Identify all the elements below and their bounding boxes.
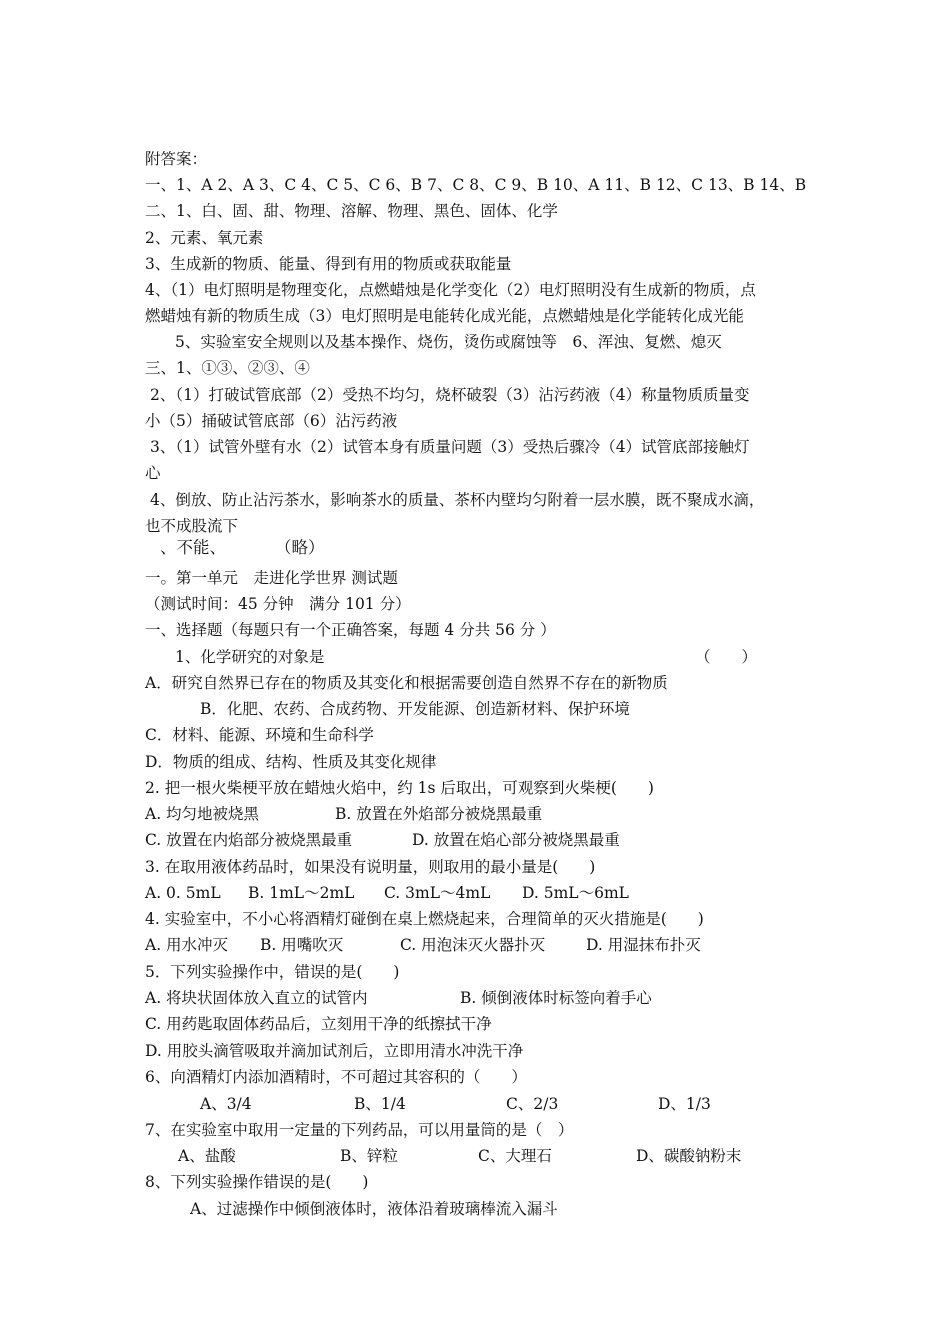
q3-option-a: A. 0. 5mL — [145, 884, 221, 902]
q2-option-b: B. 放置在外焰部分被烧黑最重 — [335, 805, 543, 823]
q3-stem: 3. 在取用液体药品时，如果没有说明量，则取用的最小量是( ) — [145, 858, 596, 876]
q3-option-c: C. 3mL～4mL — [384, 884, 491, 902]
answers-line-15a: 、不能、 — [160, 538, 226, 557]
q1-stem: 1、化学研究的对象是 — [175, 648, 325, 666]
answers-line-6: 燃蜡烛有新的物质生成（3）电灯照明是电能转化成光能，点燃蜡烛是化学能转化成光能 — [145, 307, 744, 325]
q3-option-b: B. 1mL～2mL — [248, 884, 355, 902]
answers-line-12: 心 — [145, 464, 161, 482]
answers-line-15b: （略） — [275, 538, 325, 557]
q1-option-c: C．材料、能源、环境和生命科学 — [145, 726, 374, 744]
answers-line-14: 也不成股流下 — [145, 517, 239, 535]
q2-option-d: D. 放置在焰心部分被烧黑最重 — [412, 831, 620, 849]
test-meta: （测试时间：45 分钟 满分 101 分） — [145, 595, 411, 613]
q4-option-b: B. 用嘴吹灭 — [260, 936, 344, 954]
section-1-heading: 一、选择题（每题只有一个正确答案，每题 4 分共 56 分 ） — [145, 621, 556, 639]
answers-line-11: 3、（1）试管外壁有水（2）试管本身有质量问题（3）受热后骤冷（4）试管底部接触灯 — [150, 438, 750, 456]
q4-option-a: A. 用水冲灭 — [145, 936, 229, 954]
q7-option-b: B、锌粒 — [340, 1147, 398, 1165]
answers-heading: 附答案： — [145, 150, 208, 168]
q8-option-a: A、过滤操作中倾倒液体时，液体沿着玻璃棒流入漏斗 — [190, 1200, 558, 1218]
q2-stem: 2. 把一根火柴梗平放在蜡烛火焰中，约 1s 后取出，可观察到火柴梗( ) — [145, 779, 654, 797]
answers-line-4: 3、生成新的物质、能量、得到有用的物质或获取能量 — [145, 255, 512, 273]
q2-option-c: C. 放置在内焰部分被烧黑最重 — [145, 831, 353, 849]
answers-line-3: 2、元素、氧元素 — [145, 229, 264, 247]
q7-option-c: C、大理石 — [478, 1147, 552, 1165]
q6-stem: 6、向酒精灯内添加酒精时，不可超过其容积的（ ） — [145, 1068, 527, 1086]
q4-option-c: C. 用泡沫灭火器扑灭 — [400, 936, 546, 954]
q5-stem: 5．下列实验操作中，错误的是( ) — [145, 963, 400, 981]
answers-line-5: 4、（1）电灯照明是物理变化，点燃蜡烛是化学变化（2）电灯照明没有生成新的物质，点 — [145, 281, 756, 299]
q3-option-d: D. 5mL～6mL — [522, 884, 629, 902]
q4-stem: 4. 实验室中，不小心将酒精灯碰倒在桌上燃烧起来，合理简单的灭火措施是( ) — [145, 910, 704, 928]
q1-option-a: A．研究自然界已存在的物质及其变化和根据需要创造自然界不存在的新物质 — [145, 674, 668, 692]
answers-line-7: 5、实验室安全规则以及基本操作、烧伤，烫伤或腐蚀等 6、浑浊、复燃、熄灭 — [175, 333, 722, 351]
q2-option-a: A. 均匀地被烧黑 — [145, 805, 260, 823]
answers-line-9: 2、（1）打破试管底部（2）受热不均匀，烧杯破裂（3）沾污药液（4）称量物质质量变 — [150, 386, 750, 404]
q7-option-a: A、盐酸 — [178, 1147, 236, 1165]
q5-option-c: C. 用药匙取固体药品后，立刻用干净的纸擦拭干净 — [145, 1015, 492, 1033]
q1-option-b: B．化肥、农药、合成药物、开发能源、创造新材料、保护环境 — [200, 700, 630, 718]
q5-option-d: D. 用胶头滴管吸取并滴加试剂后，立即用清水冲洗干净 — [145, 1042, 524, 1060]
answers-line-10: 小（5）捅破试管底部（6）沾污药液 — [145, 412, 398, 430]
q6-option-b: B、1/4 — [354, 1095, 406, 1113]
q6-option-c: C、2/3 — [506, 1095, 559, 1113]
q6-option-d: D、1/3 — [658, 1095, 711, 1113]
test-title: 一。第一单元 走进化学世界 测试题 — [145, 569, 398, 587]
q8-stem: 8、下列实验操作错误的是( ) — [145, 1173, 369, 1191]
q7-option-d: D、碳酸钠粉末 — [636, 1147, 742, 1165]
answers-line-2: 二、1、白、固、甜、物理、溶解、物理、黑色、固体、化学 — [145, 202, 558, 220]
answers-line-1: 一、1、A 2、A 3、C 4、C 5、C 6、B 7、C 8、C 9、B 10、A 11、B 12、C 13、B 14、B — [145, 176, 807, 194]
q6-option-a: A、3/4 — [200, 1095, 252, 1113]
q5-option-a: A. 将块状固体放入直立的试管内 — [145, 989, 368, 1007]
answers-line-8: 三、1、①③、②③、④ — [145, 359, 310, 377]
q4-option-d: D. 用湿抹布扑灭 — [586, 936, 701, 954]
q7-stem: 7、在实验室中取用一定量的下列药品，可以用量筒的是（ ） — [145, 1121, 574, 1139]
answers-line-13: 4、倒放、防止沾污茶水，影响茶水的质量、茶杯内壁均匀附着一层水膜，既不聚成水滴， — [150, 491, 765, 509]
q1-option-d: D．物质的组成、结构、性质及其变化规律 — [145, 753, 437, 771]
q5-option-b: B. 倾倒液体时标签向着手心 — [460, 989, 652, 1007]
q1-answer-paren: （ ） — [695, 648, 758, 666]
